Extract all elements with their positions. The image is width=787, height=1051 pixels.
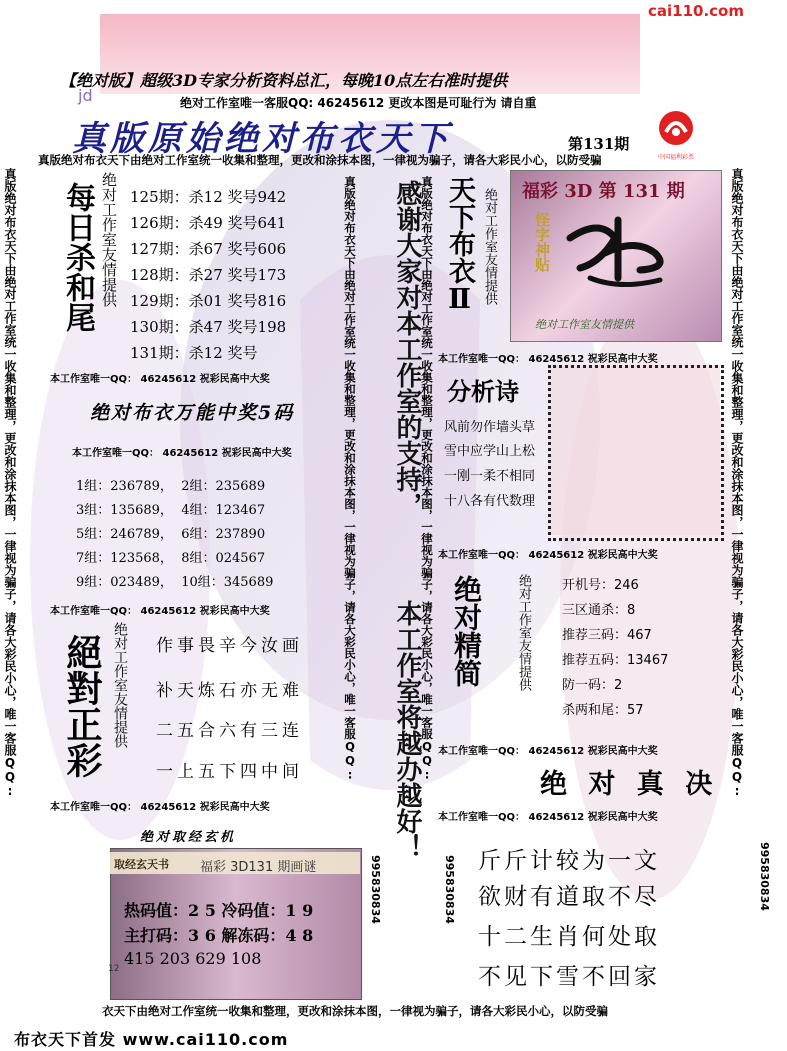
kill-title: 每日杀和尾 [60, 182, 95, 332]
thanks-line1: 感谢大家对本工作室的支持， [392, 180, 422, 518]
kill-value: 杀12 [188, 344, 223, 362]
group-value: 135689， [110, 503, 173, 518]
zhengcai-line: 作事畏辛今汝画 [156, 636, 303, 656]
jingjian-title: 绝对精简 [450, 575, 483, 687]
kill-prize: 奖号641 [227, 214, 287, 232]
poem-line: 风前勿作墙头草 [444, 420, 536, 435]
group-label: 1组： [76, 479, 111, 494]
poem-line: 十八各有代数理 [444, 494, 536, 509]
group-label: 7组： [76, 551, 111, 566]
kill-row: 128期：杀27 奖号173 [130, 266, 287, 284]
middle-side-notice-text: 真版绝对布衣天下由绝对工作室统一收集和整理，更改和涂抹本图，一律视为骗子，请各大彩民小心，唯一客服QQ: [343, 176, 357, 782]
site-brand[interactable]: cai110.com [648, 2, 744, 20]
kill-prize: 奖号198 [227, 318, 287, 336]
zhengcai-line: 二五合六有三连 [156, 721, 303, 741]
studio-tag: 本工作室唯一QQ： 46245612 祝彩民高中大奖 [50, 606, 270, 617]
kill-issue: 127期 [130, 240, 174, 258]
right-qq-number: 995830834 [758, 842, 771, 911]
tiepic-title: 福彩 3D 第 131 期 [522, 181, 685, 202]
lottery-logo-text: 中国福利彩票 [657, 154, 694, 161]
right-side-notice [729, 168, 744, 858]
group-value: 235689 [215, 479, 266, 494]
jingjian-item: 三区通杀：8 [562, 603, 636, 618]
group-row [76, 547, 265, 566]
studio-tag: 本工作室唯一QQ： 46245612 祝彩民高中大奖 [438, 812, 658, 823]
bottom-notice: 衣天下由绝对工作室统一收集和整理，更改和涂抹本图，一律视为骗子，请各大彩民小心，以防受骗 [102, 1004, 608, 1018]
poem-line: 雪中应学山上松 [444, 444, 536, 459]
poem-title: 分析诗 [447, 377, 519, 406]
left-side-notice-text: 真版绝对布衣天下由绝对工作室统一收集和整理，更改和涂抹本图，一律视为骗子，请各大彩民小心，唯一客服QQ: [3, 168, 17, 798]
kill-prize: 奖号816 [227, 292, 287, 310]
studio-tag: 本工作室唯一QQ： 46245612 祝彩民高中大奖 [438, 550, 658, 561]
kill-value: 杀12 [188, 188, 223, 206]
group-value: 024567 [215, 551, 266, 566]
tiepic-label: 怪字神贴 [533, 212, 551, 272]
studio-tag: 本工作室唯一QQ： 46245612 祝彩民高中大奖 [50, 374, 270, 385]
zhengcai-title: 絕對正彩 [61, 634, 103, 778]
wanneng-title: 绝对布衣万能中奖5码 [90, 402, 295, 424]
group-row [76, 499, 265, 518]
jingjian-item: 推荐五码：13467 [562, 653, 669, 668]
kill-issue: 129期 [130, 292, 174, 310]
studio-tag: 本工作室唯一QQ： 46245612 祝彩民高中大奖 [72, 448, 292, 459]
left-side-notice [2, 168, 17, 898]
group-value: 237890 [215, 527, 266, 542]
group-value: 246789， [110, 527, 173, 542]
tianxia-side: 绝对工作室友情提供 [482, 188, 497, 305]
kill-issue: 126期 [130, 214, 174, 232]
group-label: 5组： [76, 527, 111, 542]
xuanji-hot: 热码值：2 5 冷码值：1 9 [124, 901, 314, 920]
center-qq-number: 995830834 [443, 855, 456, 924]
kill-value: 杀27 [188, 266, 223, 284]
jingjian-side: 绝对工作室友情提供 [516, 574, 531, 691]
middle-qq [368, 855, 382, 1005]
kill-prize: 奖号173 [227, 266, 287, 284]
middle-side-notice [343, 176, 357, 866]
jingjian-item: 防一码：2 [562, 678, 623, 693]
zhengcai-side: 绝对工作室友情提供 [112, 622, 128, 748]
group-value: 023489， [110, 575, 173, 590]
kill-side: 绝对工作室友情提供 [100, 172, 118, 307]
group-value: 236789， [110, 479, 173, 494]
group-label: 8组： [181, 551, 216, 566]
zhenjue-line: 欲财有道取不尽 [478, 884, 660, 910]
xuanji-main: 主打码：3 6 解冻码：4 8 [124, 926, 314, 945]
zhenjue-title: 绝 对 真 决 [540, 769, 719, 800]
kill-value: 杀47 [188, 318, 223, 336]
kill-value: 杀67 [188, 240, 223, 258]
middle-qq-number: 995830834 [369, 855, 382, 924]
group-value: 123568， [110, 551, 173, 566]
main-title: 真版原始绝对布衣天下 [72, 119, 452, 159]
handwritten-glyph-icon [560, 208, 680, 298]
group-label: 4组： [181, 503, 216, 518]
kill-row: 126期：杀49 奖号641 [130, 214, 287, 232]
jingjian-item: 杀两和尾：57 [562, 703, 644, 718]
studio-tag: 本工作室唯一QQ： 46245612 祝彩民高中大奖 [438, 354, 658, 365]
footer-link[interactable]: 布衣天下首发 www.cai110.com [14, 1030, 289, 1049]
kill-row: 130期：杀47 奖号198 [130, 318, 287, 336]
kill-value: 杀01 [188, 292, 223, 310]
tianxia-title: 天下布衣Ⅱ [444, 176, 475, 315]
group-label: 10组： [181, 575, 224, 590]
zhenjue-line: 不见下雪不回家 [478, 964, 660, 990]
xuanji-nums: 415 203 629 108 [124, 949, 262, 968]
xuanji-banner-left: 取经玄天书 [114, 858, 169, 871]
zhengcai-line: 一上五下四中间 [156, 762, 303, 782]
kill-row: 131期：杀12 奖号 [130, 344, 258, 362]
thanks-line2: 本工作室将越办越好！ [392, 600, 422, 860]
group-value: 123467 [215, 503, 266, 518]
poem-line: 一刚一柔不相同 [444, 469, 536, 484]
tiepic-footer: 绝对工作室友情提供 [535, 318, 634, 331]
center-qq [442, 855, 456, 1005]
issue-label: 第131期 [568, 135, 630, 153]
center-side-notice-text: 真版绝对布衣天下由绝对工作室统一收集和整理，更改和涂抹本图，一律视为骗子，请各大彩民小心，唯一客服QQ: [420, 176, 434, 782]
studio-tag: 本工作室唯一QQ： 46245612 祝彩民高中大奖 [438, 746, 658, 757]
xuanji-title: 绝对取经玄机 [140, 830, 237, 845]
welfare-lottery-icon [650, 108, 702, 148]
group-row [76, 571, 273, 590]
xuanji-banner-right: 福彩 3D131 期画谜 [200, 860, 317, 875]
group-label: 2组： [181, 479, 216, 494]
kill-row: 127期：杀67 奖号606 [130, 240, 287, 258]
group-row [76, 523, 265, 542]
xuanji-small-num: 12 [108, 964, 120, 974]
kill-prize: 奖号942 [227, 188, 287, 206]
studio-tag: 本工作室唯一QQ： 46245612 祝彩民高中大奖 [50, 802, 270, 813]
group-row [76, 475, 265, 494]
group-label: 3组： [76, 503, 111, 518]
kill-prize: 奖号606 [227, 240, 287, 258]
notice-banner: 真版绝对布衣天下由绝对工作室统一收集和整理，更改和涂抹本图，一律视为骗子，请各大彩民小心，以防受骗 [38, 153, 602, 167]
tiepic-glyph [560, 208, 680, 302]
jingjian-item: 推荐三码：467 [562, 628, 652, 643]
contact-line: 绝对工作室唯一客服QQ: 46245612 更改本图是可耻行为 请自重 [180, 96, 537, 110]
zhengcai-line: 补天炼石亦无难 [156, 681, 303, 701]
kill-prize: 奖号 [227, 344, 258, 362]
kill-issue: 125期 [130, 188, 174, 206]
group-value: 345689 [223, 575, 274, 590]
jd-mark: jd [78, 86, 93, 105]
kill-issue: 131期 [130, 344, 174, 362]
headline-banner: 【绝对版】超级3D专家分析资料总汇，每晚10点左右准时提供 [60, 71, 508, 90]
center-side-notice [420, 176, 434, 866]
right-qq [757, 842, 771, 1002]
kill-row: 125期：杀12 奖号942 [130, 188, 287, 206]
zhenjue-line: 斤斤计较为一文 [478, 848, 660, 874]
kill-issue: 128期 [130, 266, 174, 284]
zhenjue-line: 十二生肖何处取 [478, 924, 660, 950]
dotted-frame [548, 365, 724, 541]
group-label: 6组： [181, 527, 216, 542]
right-side-notice-text: 真版绝对布衣天下由绝对工作室统一收集和整理，更改和涂抹本图，一律视为骗子，请各大彩民小心，唯一客服QQ: [730, 168, 744, 798]
jingjian-item: 开机号：246 [562, 578, 639, 593]
kill-row: 129期：杀01 奖号816 [130, 292, 287, 310]
lottery-logo [650, 108, 702, 161]
group-label: 9组： [76, 575, 111, 590]
kill-issue: 130期 [130, 318, 174, 336]
kill-value: 杀49 [188, 214, 223, 232]
